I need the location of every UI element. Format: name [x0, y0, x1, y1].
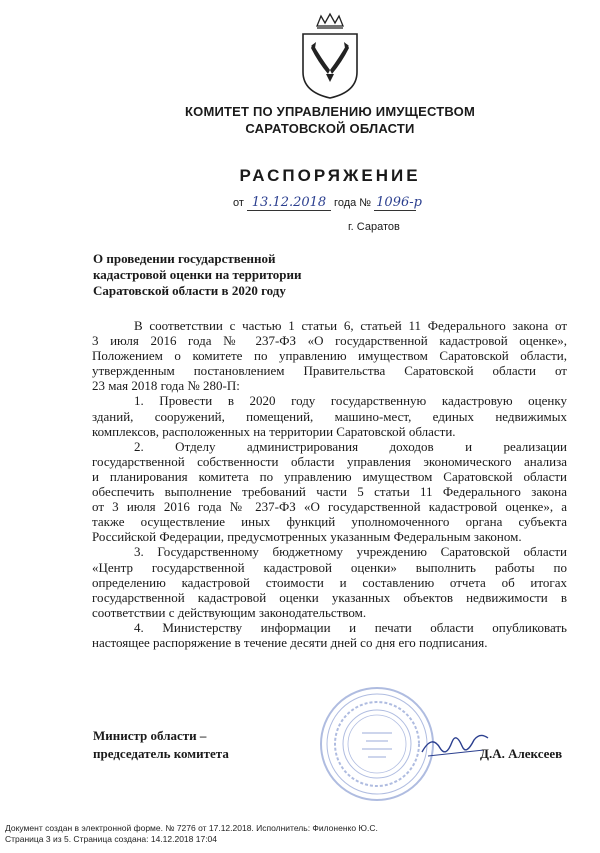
subject-line: О проведении государственной: [93, 251, 276, 266]
signatory-title: [93, 727, 229, 763]
city-label: г. Саратов: [348, 221, 400, 233]
subject-line: Саратовской области в 2020 году: [93, 283, 286, 298]
body-line: 3. Государственному бюджетному учреждению Саратовской области: [134, 544, 567, 560]
year-number-label: года №: [334, 197, 372, 209]
body-line: обеспечить выполнение требований части 5 статьи 11 Федерального закона: [92, 484, 567, 500]
body-line: 2. Отделу администрирования доходов и реализации: [134, 438, 567, 454]
body-line: Российской Федерации, предусмотренных указанным Федеральным законом.: [92, 529, 522, 545]
signatory-title-line1: Министр области –: [93, 728, 207, 743]
handwritten-date: 13.12.2018: [247, 196, 331, 211]
body-line: 3 июля 2016 года № 237-ФЗ «О государственной кадастровой оценке»,: [92, 333, 567, 349]
body-line: утвержденным постановлением Правительства Саратовской области от: [92, 363, 567, 379]
body-line: Положением о комитете по управлению имуществом Саратовской области,: [92, 348, 567, 364]
body-line: государственной кадастровой оценки указанных объектов недвижимости в: [92, 589, 567, 605]
date-prefix: от: [233, 197, 244, 209]
body-line: комплексов, расположенных на территории Саратовской области.: [92, 423, 456, 439]
body-line: «Центр государственной кадастровой оценки» выполнить работы по: [92, 559, 567, 575]
body-line: определению кадастровой стоимости и составлению отчета об итогах: [92, 574, 567, 590]
body-line: В соответствии с частью 1 статьи 6, статьей 11 Федерального закона от: [134, 318, 567, 333]
body-line: и планирования комитета по управлению имуществом Саратовской области: [92, 468, 567, 484]
footer-line1: Документ создан в электронной форме. № 7276 от 17.12.2018. Исполнитель: Филоненко Ю.С.: [5, 823, 378, 833]
body-line: 4. Министерству информации и печати области опубликовать: [134, 619, 567, 635]
signatory-title-line2: председатель комитета: [93, 746, 229, 761]
body-line: 23 мая 2018 года № 280-П:: [92, 378, 240, 394]
date-number-line: [233, 195, 422, 211]
body-line: зданий, сооружений, помещений, машино-мест, единых недвижимых: [92, 408, 567, 424]
electronic-document-footer: [5, 823, 378, 845]
body-line: государственной собственности области управления экономического анализа: [92, 453, 567, 469]
body-line: от 3 июля 2016 года № 237-ФЗ «О государственной кадастровой оценке», а: [92, 499, 567, 515]
body-line: соответствии с действующим законодательством.: [92, 604, 367, 620]
document-subject: [93, 251, 353, 299]
footer-line2: Страница 3 из 5. Страница создана: 14.12.2018 17:04: [5, 834, 218, 844]
document-type-title: РАСПОРЯЖЕНИЕ: [239, 166, 421, 185]
document-body: [92, 318, 567, 650]
body-line: 1. Провести в 2020 году государственную кадастровую оценку: [134, 393, 567, 409]
organization-name-line1: КОМИТЕТ ПО УПРАВЛЕНИЮ ИМУЩЕСТВОМ: [185, 104, 475, 119]
body-line: также осуществление иных функций уполномоченного органа субъекта: [92, 514, 567, 530]
body-line: настоящее распоряжение в течение десяти дней со дня его подписания.: [92, 634, 488, 650]
subject-line: кадастровой оценки на территории: [93, 267, 302, 282]
handwritten-number: 1096-р: [376, 195, 422, 210]
signatory-name: Д.А. Алексеев: [480, 746, 563, 761]
saratov-coat-of-arms-icon: [297, 12, 363, 100]
organization-name-line2: САРАТОВСКОЙ ОБЛАСТИ: [245, 121, 415, 136]
